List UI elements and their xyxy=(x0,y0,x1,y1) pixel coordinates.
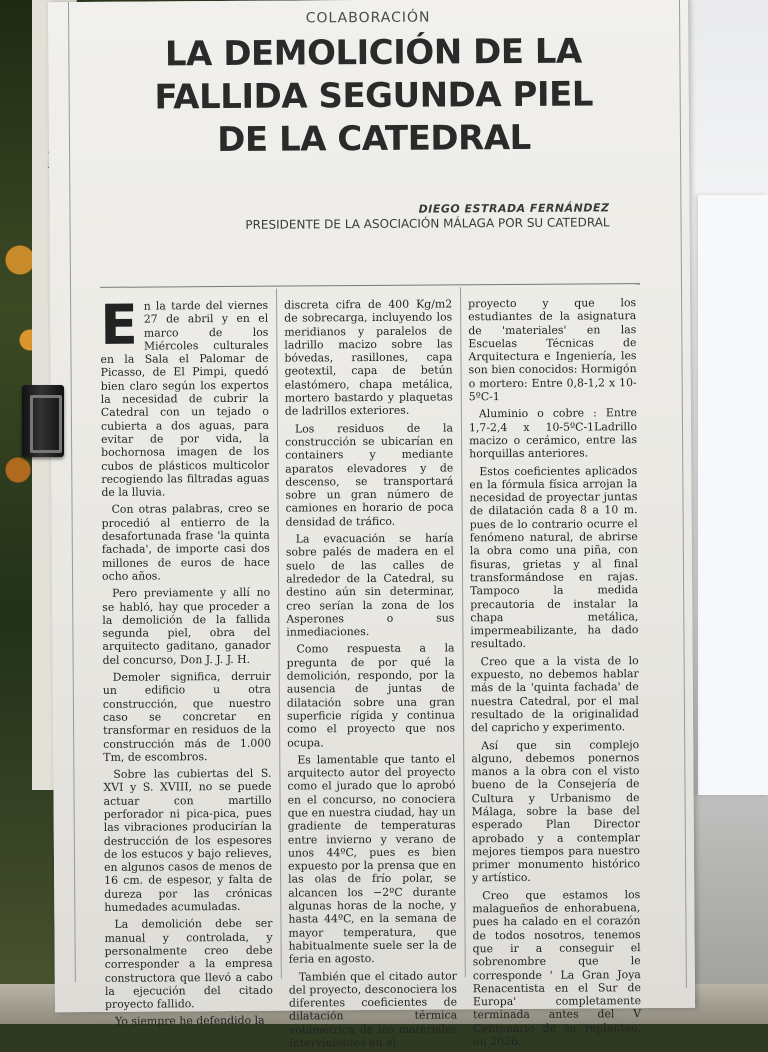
newspaper-page xyxy=(48,0,695,1050)
paragraph: Estos coeficientes aplicados en la fórmula física arrojan la necesidad de proyectar juntas de dilatación cada 8 a 10 m. pues de lo contrario ocurre el fenómeno natural, de abrirse la obra como una piña, con fisuras, grietas y al final transformándose en rajas. Tampoco la medida precautoria de instalar la chapa metálica, impermeabilizante, ha dado resultado. xyxy=(469,463,639,651)
paragraph: La demolición debe ser manual y controlada, y personalmente creo debe corresponder a la empresa constructora que llevó a cabo la ejecución del citado proyecto fallido. xyxy=(104,917,273,1012)
page-fold-line xyxy=(68,2,76,982)
paragraph: También que el citado autor del proyecto, desconociera los diferentes coeficientes de dilatación térmica volumétrica de los materiales intervinientes en el xyxy=(288,968,458,1050)
section-label: COLABORACIÓN xyxy=(305,9,431,27)
article-column-3 xyxy=(468,296,642,1049)
article-column-1 xyxy=(100,292,273,1029)
column-divider xyxy=(276,289,282,979)
paragraph: Pero previamente y allí no se habló, hay que proceder a la demolición de la fallida segunda piel, obra del arquitecto gaditano, ganador del concurso, Don J. J. J. H. xyxy=(102,585,271,667)
paragraph: Creo que estamos los malagueños de enhorabuena, pues ha calado en el corazón de todos nosotros, tenemos que ir a conseguir el sobrenombre que le corresponde ' La Gran Joya Renacentista en el Sur de Europa' completamente terminada antes del V Centenario de su replanteo, en 2026. xyxy=(472,887,642,1049)
paragraph: Demoler significa, derruir un edificio u otra construcción, que nuestro caso se concretar en transformar en residuos de la construcción más de 1.000 Tm, de escombros. xyxy=(102,669,272,764)
paragraph: Creo que a la vista de lo expuesto, no debemos hablar más de la 'quinta fachada' de nuestra Catedral, por el mal resultado de la originalidad del capricho y experimento. xyxy=(470,653,640,735)
paragraph: Con otras palabras, creo se procedió al entierro de la desafortunada frase 'la quinta fachada', de importe casi dos millones de euros de hace ocho años. xyxy=(101,502,270,583)
paragraph: Como respuesta a la pregunta de por qué la demolición, respondo, por la ausencia de juntas de dilatación sobre una gran superficie rígida y continua como el proyecto que nos ocupa. xyxy=(286,641,456,750)
author-role: PRESIDENTE DE LA ASOCIACIÓN MÁLAGA POR SU CATEDRAL xyxy=(245,215,610,232)
divider xyxy=(100,283,640,288)
author-name: DIEGO ESTRADA FERNÁNDEZ xyxy=(418,201,610,216)
paragraph: La evacuación se haría sobre palés de madera en el suelo de las calles de alrededor de la Catedral, su destino aún sin determinar, creo serían la zona de los Asperones o sus inmediaciones. xyxy=(285,531,455,639)
paragraph: proyecto y que los estudiantes de la asignatura de 'materiales' en las Escuelas Técnicas de Arquitectura e Ingeniería, les son bien conocidos: Hormigón o mortero: Entre 0,8-1,2 x 10-5ºC-1 xyxy=(468,296,637,404)
article-headline: LA DEMOLICIÓN DE LA FALLIDA SEGUNDA PIEL DE LA CATEDRAL xyxy=(154,31,594,161)
paragraph: Es lamentable que tanto el arquitecto autor del proyecto como el jurado que lo aprobó en el concurso, no conociera que en nuestra ciudad, hay un gradiente de temperaturas entre invierno y verano de unos 44ºC, pues es bien expuesto por la prensa que en las olas de frío polar, se alcancen los −2ºC durante algunas horas de la noche, y hasta 44ºC, en la semana de mayor temperatura, que habitualmente suele ser la de feria en agosto. xyxy=(287,752,457,966)
paragraph: Aluminio o cobre : Entre 1,7-2,4 x 10-5ºC-1Ladrillo macizo o cerámico, entre las horquillas anteriores. xyxy=(468,406,638,461)
article-body xyxy=(100,292,645,1050)
paragraph: En la tarde del viernes 27 de abril y en el marco de los Miércoles culturales en la Sala el Palomar de Picasso, de El Pimpi, quedó bien claro según los expertos la necesidad de cubrir la Catedral con un tejado o cubierta a dos aguas, para evitar de por vida, la bochornosa imagen de los cubos de plásticos multicolor recogiendo las filtradas aguas de la lluvia. xyxy=(100,292,270,500)
paragraph: Yo siempre he defendido la xyxy=(115,1014,265,1029)
paragraph: Así que sin complejo alguno, debemos ponernos manos a la obra con el visto bueno de la Consejería de Cultura y Urbanismo de Málaga, sobre la base del esperado Plan Director aprobado y a contemplar mejores tiempos para nuestro primer monumento histórico y artístico. xyxy=(471,737,641,885)
paragraph: Sobre las cubiertas del S. XVI y S. XVIII, no se puede actuar con martillo perforador ni pica-pica, pues las vibraciones producirían la destrucción de los espesores de los estucos y bajo relieves, en algunos casos de menos de 16 cm. de espesor, y falta de dureza por las crónicas humedades acumuladas. xyxy=(103,766,273,914)
page-edge-line xyxy=(679,0,687,988)
column-divider xyxy=(460,287,466,977)
article-column-2 xyxy=(284,297,458,1050)
drop-cap: E xyxy=(100,292,139,357)
paragraph: discreta cifra de 400 Kg/m2 de sobrecarga, incluyendo los meridianos y paralelos de ladrillo macizo sobre las bóvedas, rasillones, capa geotextil, capa de betún elastómero, chapa metálica, mortero bastardo y plaquetas de ladrillos exteriores. xyxy=(284,297,453,418)
background-paper-sheet xyxy=(698,195,768,795)
binder-clip xyxy=(22,385,64,457)
paragraph: Los residuos de la construcción se ubicarían en containers y mediante aparatos elevadores y de descenso, se transportará sobre un gran número de camiones en horario de poca densidad de tráfico. xyxy=(285,421,454,529)
byline xyxy=(229,201,609,232)
